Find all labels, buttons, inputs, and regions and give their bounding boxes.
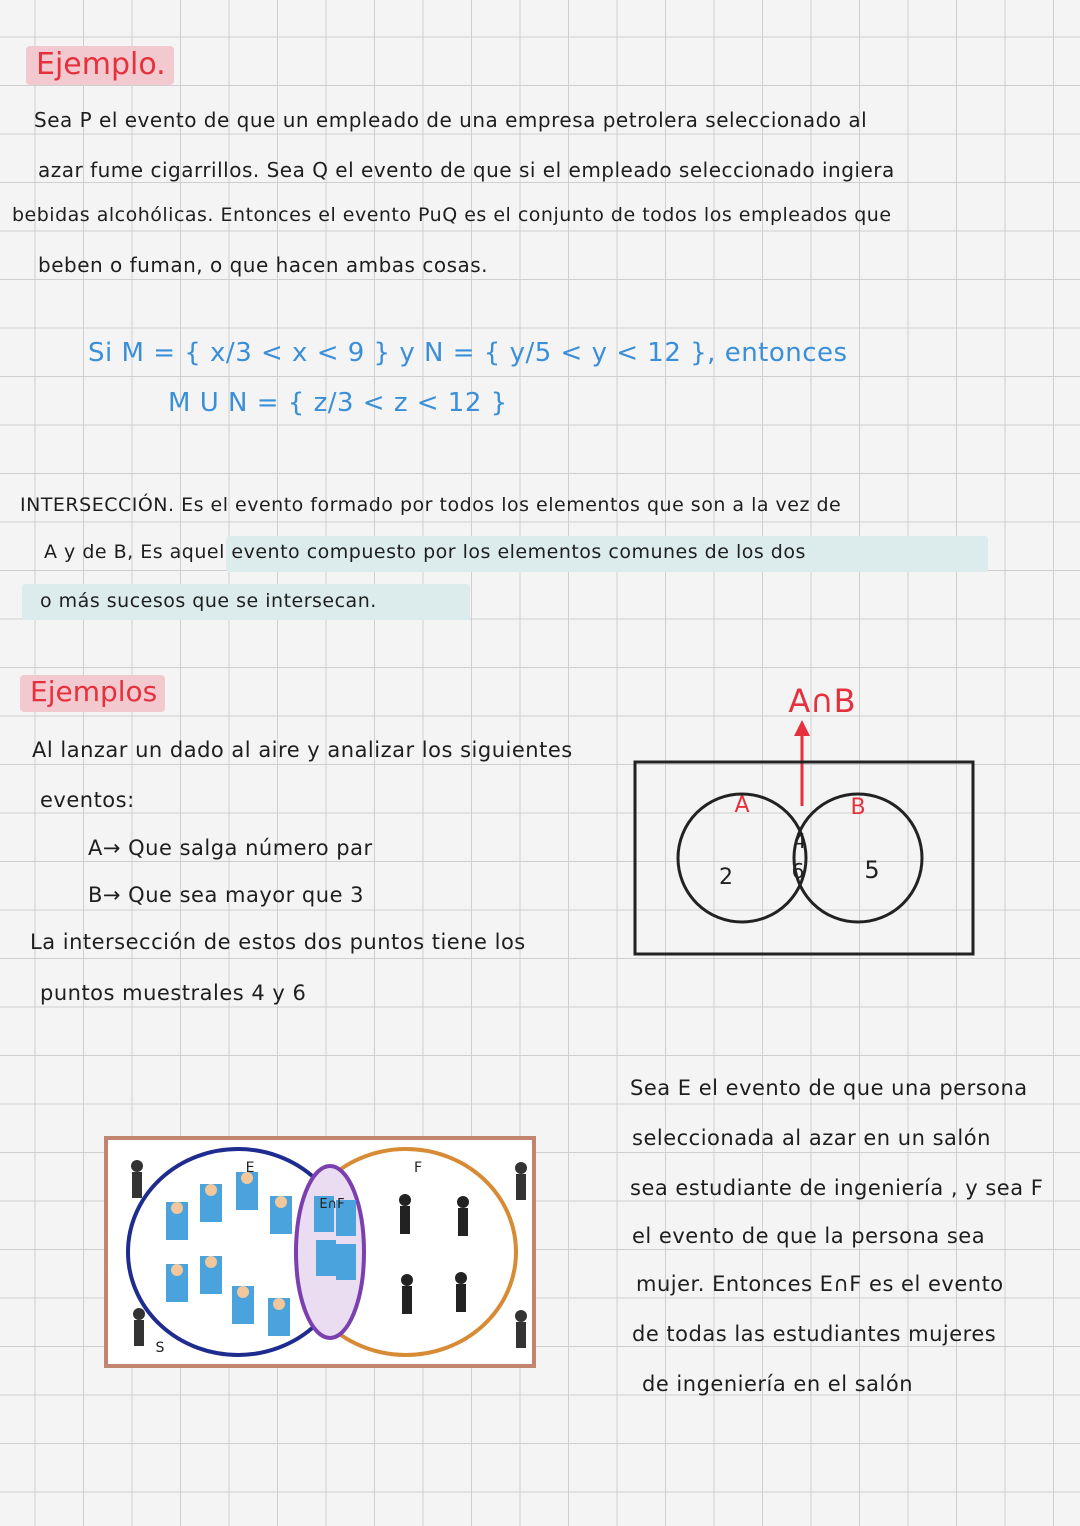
dice-line-4: B→ Que sea mayor que 3 [88,883,365,907]
formula-line-1: Si M = { x/3 < x < 9 } y N = { y/5 < y < 12 }, entonces [88,338,848,368]
example-line-4: beben o fuman, o que hacen ambas cosas. [38,253,489,277]
examples-heading: Ejemplos [20,675,165,712]
ef-line-4: el evento de que la persona sea [632,1224,986,1248]
ef-line-3: sea estudiante de ingeniería , y sea F [630,1176,1044,1200]
venn-diagram-ab [620,670,990,970]
intersection-line-3: o más sucesos que se intersecan. [40,590,377,612]
venn-ab-both-bottom: 6 [791,859,805,883]
ef-line-7: de ingeniería en el salón [642,1372,914,1396]
venn-ab-title: A∩B [788,682,856,720]
ef-line-1: Sea E el evento de que una persona [630,1076,1028,1100]
venn-ab-both-top: 4 [793,829,807,853]
example-line-2: azar fume cigarrillos. Sea Q el evento de que si el empleado seleccionado ingiera [38,158,895,182]
venn-diagram-ef [104,1136,536,1368]
intersection-line-1: INTERSECCIÓN. Es el evento formado por todos los elementos que son a la vez de [20,494,842,516]
venn-ab-only-b: 5 [864,856,880,884]
ef-line-2: seleccionada al azar en un salón [632,1126,991,1150]
example-line-3: bebidas alcohólicas. Entonces el evento PuQ es el conjunto de todos los empleados que [12,204,892,226]
intersection-line-2: A y de B, Es aquel evento compuesto por los elementos comunes de los dos [44,541,806,563]
example-heading: Ejemplo. [26,46,174,85]
dice-line-2: eventos: [40,788,135,812]
venn-ef-label-f: F [413,1160,423,1176]
venn-ab-arrowhead [794,720,810,736]
dice-line-6: puntos muestrales 4 y 6 [40,981,307,1005]
ef-line-6: de todas las estudiantes mujeres [632,1322,997,1346]
venn-ef-label-s: S [155,1340,165,1356]
venn-ab-label-a: A [734,793,750,818]
venn-ef-label-e: E [245,1160,255,1176]
dice-line-1: Al lanzar un dado al aire y analizar los siguientes [32,738,573,762]
venn-ab-label-b: B [850,795,866,820]
dice-line-5: La intersección de estos dos puntos tiene los [30,930,526,954]
dice-line-3: A→ Que salga número par [88,836,373,860]
ef-line-5: mujer. Entonces E∩F es el evento [636,1272,1004,1296]
venn-ab-only-a: 2 [719,865,733,890]
venn-ef-label-ef: E∩F [319,1197,345,1212]
example-line-1: Sea P el evento de que un empleado de una empresa petrolera seleccionado al [34,108,868,132]
formula-line-2: M U N = { z/3 < z < 12 } [168,388,508,418]
